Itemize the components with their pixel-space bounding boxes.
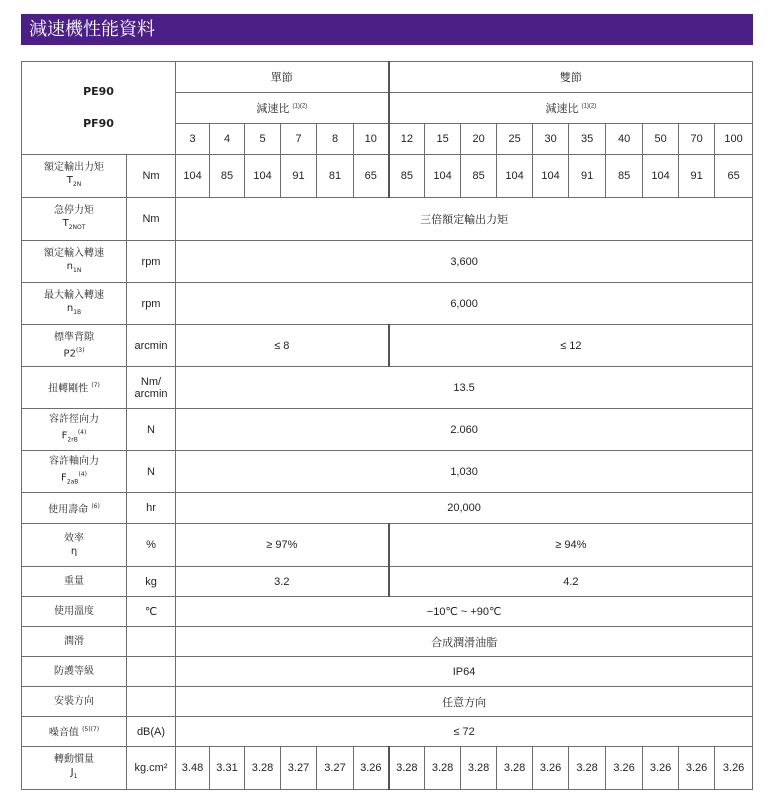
unit-cell	[127, 657, 176, 687]
value-cell: 104	[533, 155, 569, 198]
ratio-label-single: 減速比 $^{(1)(2)}$	[176, 93, 389, 124]
performance-table	[21, 61, 753, 790]
unit-cell: N	[127, 409, 176, 451]
value-cell: 3.28	[425, 747, 461, 790]
value-cell: 3.26	[533, 747, 569, 790]
value-cell: 104	[643, 155, 679, 198]
unit-cell: dB(A)	[127, 717, 176, 747]
model-cell	[22, 62, 176, 155]
value-cell: 81	[317, 155, 354, 198]
value-cell: 三倍額定輸出力矩	[176, 198, 753, 241]
value-cell-single: ≥ 97%	[176, 524, 389, 567]
unit-cell: rpm	[127, 283, 176, 325]
value-cell: 85	[461, 155, 497, 198]
row-rated-torque	[22, 155, 753, 198]
value-cell: 13.5	[176, 367, 753, 409]
unit-cell: Nm	[127, 198, 176, 241]
row-label: 潤滑	[22, 627, 127, 657]
value-cell-single: ≤ 8	[176, 325, 389, 367]
value-cell: IP64	[176, 657, 753, 687]
ratio-cell: 15	[425, 124, 461, 155]
value-cell: 3.26	[679, 747, 715, 790]
row-max-input-speed	[22, 283, 753, 325]
section-title-banner: 減速機性能資料	[21, 14, 753, 45]
row-protection-class	[22, 657, 753, 687]
ratio-cell: 12	[389, 124, 425, 155]
row-service-life	[22, 493, 753, 524]
value-cell-double: ≤ 12	[389, 325, 753, 367]
row-moment-of-inertia	[22, 747, 753, 790]
value-cell: 65	[715, 155, 753, 198]
unit-cell: Nm	[127, 155, 176, 198]
value-cell: 3,600	[176, 241, 753, 283]
row-label: 急停力矩 $T_{2NOT}$	[22, 198, 127, 241]
ratio-cell: 3	[176, 124, 210, 155]
unit-cell: kg	[127, 567, 176, 597]
value-cell: 3.28	[389, 747, 425, 790]
unit-cell	[127, 687, 176, 717]
row-lubrication	[22, 627, 753, 657]
value-cell: 3.28	[497, 747, 533, 790]
row-label: 容許徑向力 $F_{2rB}^{(4)}$	[22, 409, 127, 451]
value-cell: 20,000	[176, 493, 753, 524]
row-emergency-torque	[22, 198, 753, 241]
value-cell: −10℃ ~ +90℃	[176, 597, 753, 627]
value-cell: ≤ 72	[176, 717, 753, 747]
row-operating-temperature	[22, 597, 753, 627]
model-name: PF90	[83, 117, 114, 130]
ratio-cell: 40	[606, 124, 643, 155]
row-label: 噪音值 $^{(5)(7)}$	[22, 717, 127, 747]
row-weight	[22, 567, 753, 597]
ratio-cell: 50	[643, 124, 679, 155]
row-backlash	[22, 325, 753, 367]
row-label: 安裝方向	[22, 687, 127, 717]
row-torsional-stiffness	[22, 367, 753, 409]
ratio-cell: 100	[715, 124, 753, 155]
row-efficiency	[22, 524, 753, 567]
unit-cell: ℃	[127, 597, 176, 627]
row-label: 使用壽命 $^{(6)}$	[22, 493, 127, 524]
unit-cell: %	[127, 524, 176, 567]
unit-cell: kg.cm²	[127, 747, 176, 790]
value-cell-double: ≥ 94%	[389, 524, 753, 567]
row-label: 最大輸入轉速 $n_{1B}$	[22, 283, 127, 325]
value-cell: 2.060	[176, 409, 753, 451]
row-label: 額定輸入轉速 $n_{1N}$	[22, 241, 127, 283]
ratio-cell: 4	[210, 124, 245, 155]
row-radial-load	[22, 409, 753, 451]
unit-cell	[127, 627, 176, 657]
unit-cell: Nm/ arcmin	[127, 367, 176, 409]
value-cell: 91	[679, 155, 715, 198]
value-cell: 65	[354, 155, 389, 198]
value-cell: 104	[425, 155, 461, 198]
row-label: 標準背隙 P2$^{(3)}$	[22, 325, 127, 367]
row-label: 容許軸向力 $F_{2aB}^{(4)}$	[22, 451, 127, 493]
value-cell: 104	[245, 155, 281, 198]
row-rated-input-speed	[22, 241, 753, 283]
row-label: 轉動慣量 $J_1$	[22, 747, 127, 790]
ratio-cell: 8	[317, 124, 354, 155]
ratio-cell: 20	[461, 124, 497, 155]
value-cell: 1,030	[176, 451, 753, 493]
ratio-cell: 70	[679, 124, 715, 155]
value-cell: 任意方向	[176, 687, 753, 717]
value-cell: 104	[497, 155, 533, 198]
value-cell: 85	[210, 155, 245, 198]
row-label: 效率 η	[22, 524, 127, 567]
group-double-header: 雙節	[389, 62, 753, 93]
row-label: 防護等級	[22, 657, 127, 687]
ratio-cell: 25	[497, 124, 533, 155]
row-label: 重量	[22, 567, 127, 597]
value-cell: 104	[176, 155, 210, 198]
row-label: 額定輸出力矩 $T_{2N}$	[22, 155, 127, 198]
value-cell: 3.28	[245, 747, 281, 790]
value-cell: 91	[569, 155, 606, 198]
ratio-cell: 10	[354, 124, 389, 155]
value-cell: 3.26	[643, 747, 679, 790]
value-cell: 3.27	[281, 747, 317, 790]
value-cell: 3.26	[715, 747, 753, 790]
value-cell: 85	[606, 155, 643, 198]
value-cell: 91	[281, 155, 317, 198]
row-label: 扭轉剛性 $^{(7)}$	[22, 367, 127, 409]
row-noise-level	[22, 717, 753, 747]
unit-cell: N	[127, 451, 176, 493]
value-cell: 3.26	[354, 747, 389, 790]
header-row-groups	[22, 62, 753, 93]
row-axial-load	[22, 451, 753, 493]
value-cell: 85	[389, 155, 425, 198]
value-cell: 3.31	[210, 747, 245, 790]
unit-cell: arcmin	[127, 325, 176, 367]
row-label: 使用溫度	[22, 597, 127, 627]
value-cell-single: 3.2	[176, 567, 389, 597]
ratio-cell: 35	[569, 124, 606, 155]
value-cell: 6,000	[176, 283, 753, 325]
unit-cell: hr	[127, 493, 176, 524]
value-cell: 3.28	[569, 747, 606, 790]
ratio-cell: 5	[245, 124, 281, 155]
ratio-cell: 7	[281, 124, 317, 155]
value-cell: 合成潤滑油脂	[176, 627, 753, 657]
value-cell: 3.26	[606, 747, 643, 790]
ratio-label-double: 減速比 $^{(1)(2)}$	[389, 93, 753, 124]
value-cell: 3.27	[317, 747, 354, 790]
value-cell: 3.28	[461, 747, 497, 790]
value-cell: 3.48	[176, 747, 210, 790]
model-name: PE90	[83, 85, 114, 98]
value-cell-double: 4.2	[389, 567, 753, 597]
unit-cell: rpm	[127, 241, 176, 283]
row-mounting-position	[22, 687, 753, 717]
ratio-cell: 30	[533, 124, 569, 155]
group-single-header: 單節	[176, 62, 389, 93]
